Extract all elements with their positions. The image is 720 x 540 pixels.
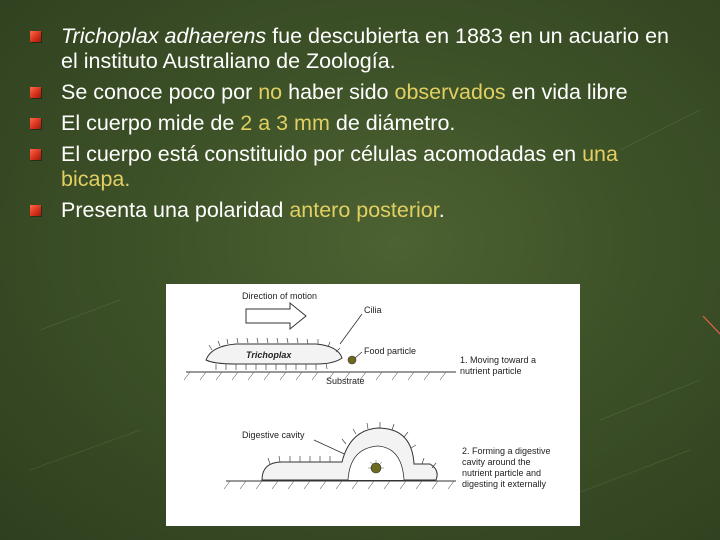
direction-label: Direction of motion bbox=[242, 291, 318, 301]
bullet-text-segment: Trichoplax adhaerens bbox=[61, 24, 267, 48]
bullet-square-icon bbox=[30, 118, 41, 129]
food-pointer bbox=[355, 352, 362, 358]
bullet-text-segment: antero posterior bbox=[289, 198, 439, 222]
digestive-cavity-label: Digestive cavity bbox=[242, 430, 305, 440]
bullet-square-icon bbox=[30, 149, 41, 160]
step1-caption: 1. Moving toward a nutrient particle bbox=[460, 355, 537, 376]
bullet-item bbox=[30, 24, 690, 74]
bullet-text-segment: observados bbox=[394, 80, 506, 104]
cilia-pointer bbox=[340, 314, 362, 344]
bullet-item bbox=[30, 142, 690, 192]
direction-arrow bbox=[246, 303, 306, 329]
bullet-text-segment: El cuerpo mide de bbox=[61, 111, 241, 135]
organism-label: Trichoplax bbox=[246, 350, 292, 360]
bullet-text-segment: fue descubierta en 1883 en un acuario en el instituto Australiano de Zoología. bbox=[61, 24, 670, 73]
bullet-text-segment: El cuerpo está constituido por células acomodadas en bbox=[61, 142, 583, 166]
trichoplax-diagram bbox=[166, 284, 580, 526]
bullet-text-segment: en vida libre bbox=[505, 80, 628, 104]
bullet-item bbox=[30, 111, 690, 136]
substrate-label: Substrate bbox=[326, 376, 365, 386]
bullet-text-segment: de diámetro. bbox=[329, 111, 456, 135]
bullet-text-segment: . bbox=[438, 198, 445, 222]
organism-body-top bbox=[206, 338, 342, 370]
cilia-label: Cilia bbox=[364, 305, 382, 315]
substrate-top bbox=[184, 372, 456, 380]
bullet-text-segment: 2 a 3 mm bbox=[240, 111, 330, 135]
food-particle-label: Food particle bbox=[364, 346, 417, 356]
bullet-list bbox=[30, 24, 690, 229]
step2-caption: 2. Forming a digestive cavity around the nutrient particle and digesting it externally bbox=[462, 446, 551, 489]
food-particle-bottom bbox=[371, 463, 381, 473]
bullet-item bbox=[30, 80, 690, 105]
bullet-text-segment: haber sido bbox=[282, 80, 395, 104]
substrate-bottom bbox=[224, 481, 456, 489]
bullet-item bbox=[30, 198, 690, 223]
bullet-square-icon bbox=[30, 205, 41, 216]
bullet-text-segment: no bbox=[258, 80, 283, 104]
bullet-square-icon bbox=[30, 31, 41, 42]
food-particle-top bbox=[348, 356, 356, 364]
bullet-text-segment: Se conoce poco por bbox=[61, 80, 259, 104]
trichoplax-figure bbox=[166, 284, 580, 526]
bullet-text-segment: Presenta una polaridad bbox=[61, 198, 290, 222]
bullet-text-segment: una bicapa. bbox=[61, 142, 618, 191]
bullet-square-icon bbox=[30, 87, 41, 98]
